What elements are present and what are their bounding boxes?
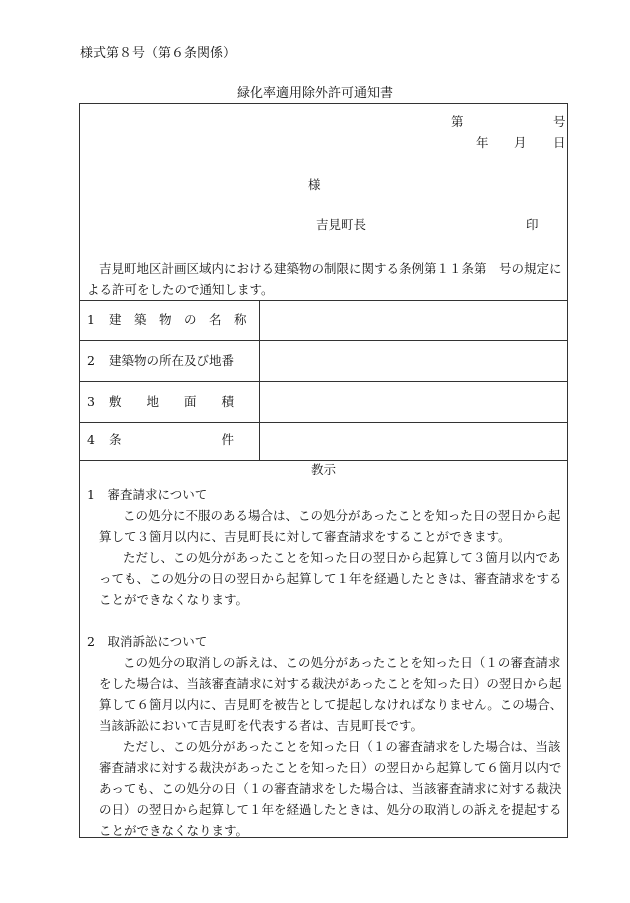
addressee-suffix: 様 xyxy=(308,177,321,192)
field-label xyxy=(80,341,260,381)
date-day: 日 xyxy=(553,135,566,150)
field-label-text: 条 件 xyxy=(108,432,234,447)
section2-paragraph1: この処分の取消しの訴えは、この処分があったことを知った日（１の審査請求をした場合は、当該審査請求に対する裁決があったことを知った日）の翌日から起算して６箇月以内に、吉見町を被告として提起しなければなりません。この場合、当該訴訟において吉見町を代表する者は、吉見町長です。 xyxy=(99,655,563,733)
field-value-site-area[interactable] xyxy=(261,382,567,422)
field-label-text: 建築物の所在及び地番 xyxy=(108,353,234,368)
instruction-title: 教示 xyxy=(310,462,336,477)
document-title: 緑化率適用除外許可通知書 xyxy=(236,86,393,101)
field-label xyxy=(80,382,260,422)
section1-paragraph1: この処分に不服のある場合は、この処分があったことを知った日の翌日から起算して３箇月以内に、吉見町長に対して審査請求をすることができます。 xyxy=(99,508,561,544)
field-label xyxy=(80,420,260,460)
section2-paragraph2: ただし、この処分があったことを知った日（１の審査請求をした場合は、当該審査請求に対する裁決があったことを知った日）の翌日から起算して６箇月以内であっても、この処分の日（１の審査請求をした場合は、当該審査請求に対する裁決の日）の翌日から起算して１年を経過したときは、処分の取消しの訴えを提起することができなくなります。 xyxy=(99,739,562,838)
field-row-site-area xyxy=(80,382,567,423)
number-prefix: 第 xyxy=(451,114,464,129)
field-number: 2 xyxy=(87,353,95,368)
form-number: 様式第８号（第６条関係） xyxy=(80,46,237,61)
instruction-body xyxy=(87,484,567,841)
field-label-text: 敷 地 面 積 xyxy=(108,394,234,409)
issuer-name: 吉見町長 xyxy=(316,217,367,232)
form-frame xyxy=(79,103,568,838)
section1-heading: 1 審査請求について xyxy=(87,487,208,502)
date-year: 年 xyxy=(476,135,489,150)
section1-paragraph2: ただし、この処分があったことを知った日の翌日から起算して３箇月以内であっても、この処分の日の翌日から起算して１年を経過したときは、審査請求をすることができなくなります。 xyxy=(99,550,562,607)
field-value-location[interactable] xyxy=(261,341,567,381)
date-month: 月 xyxy=(514,135,527,150)
number-suffix: 号 xyxy=(553,114,566,129)
notice-text: 吉見町地区計画区域内における建築物の制限に関する条例第１１条第 号の規定による許可をしたので通知します。 xyxy=(87,261,562,297)
field-number: 3 xyxy=(87,394,95,409)
field-label xyxy=(80,300,260,340)
section2-heading: 2 取消訴訟について xyxy=(87,634,208,649)
seal-mark: 印 xyxy=(526,217,539,232)
field-row-location xyxy=(80,341,567,382)
field-row-conditions xyxy=(80,420,567,461)
field-row-building-name xyxy=(80,300,567,341)
field-value-conditions[interactable] xyxy=(261,420,567,460)
field-value-building-name[interactable] xyxy=(261,300,567,340)
field-number: 4 xyxy=(87,432,95,447)
field-label-text: 建 築 物 の 名 称 xyxy=(108,312,247,327)
notice-header-cell xyxy=(80,104,567,301)
field-number: 1 xyxy=(87,312,95,327)
